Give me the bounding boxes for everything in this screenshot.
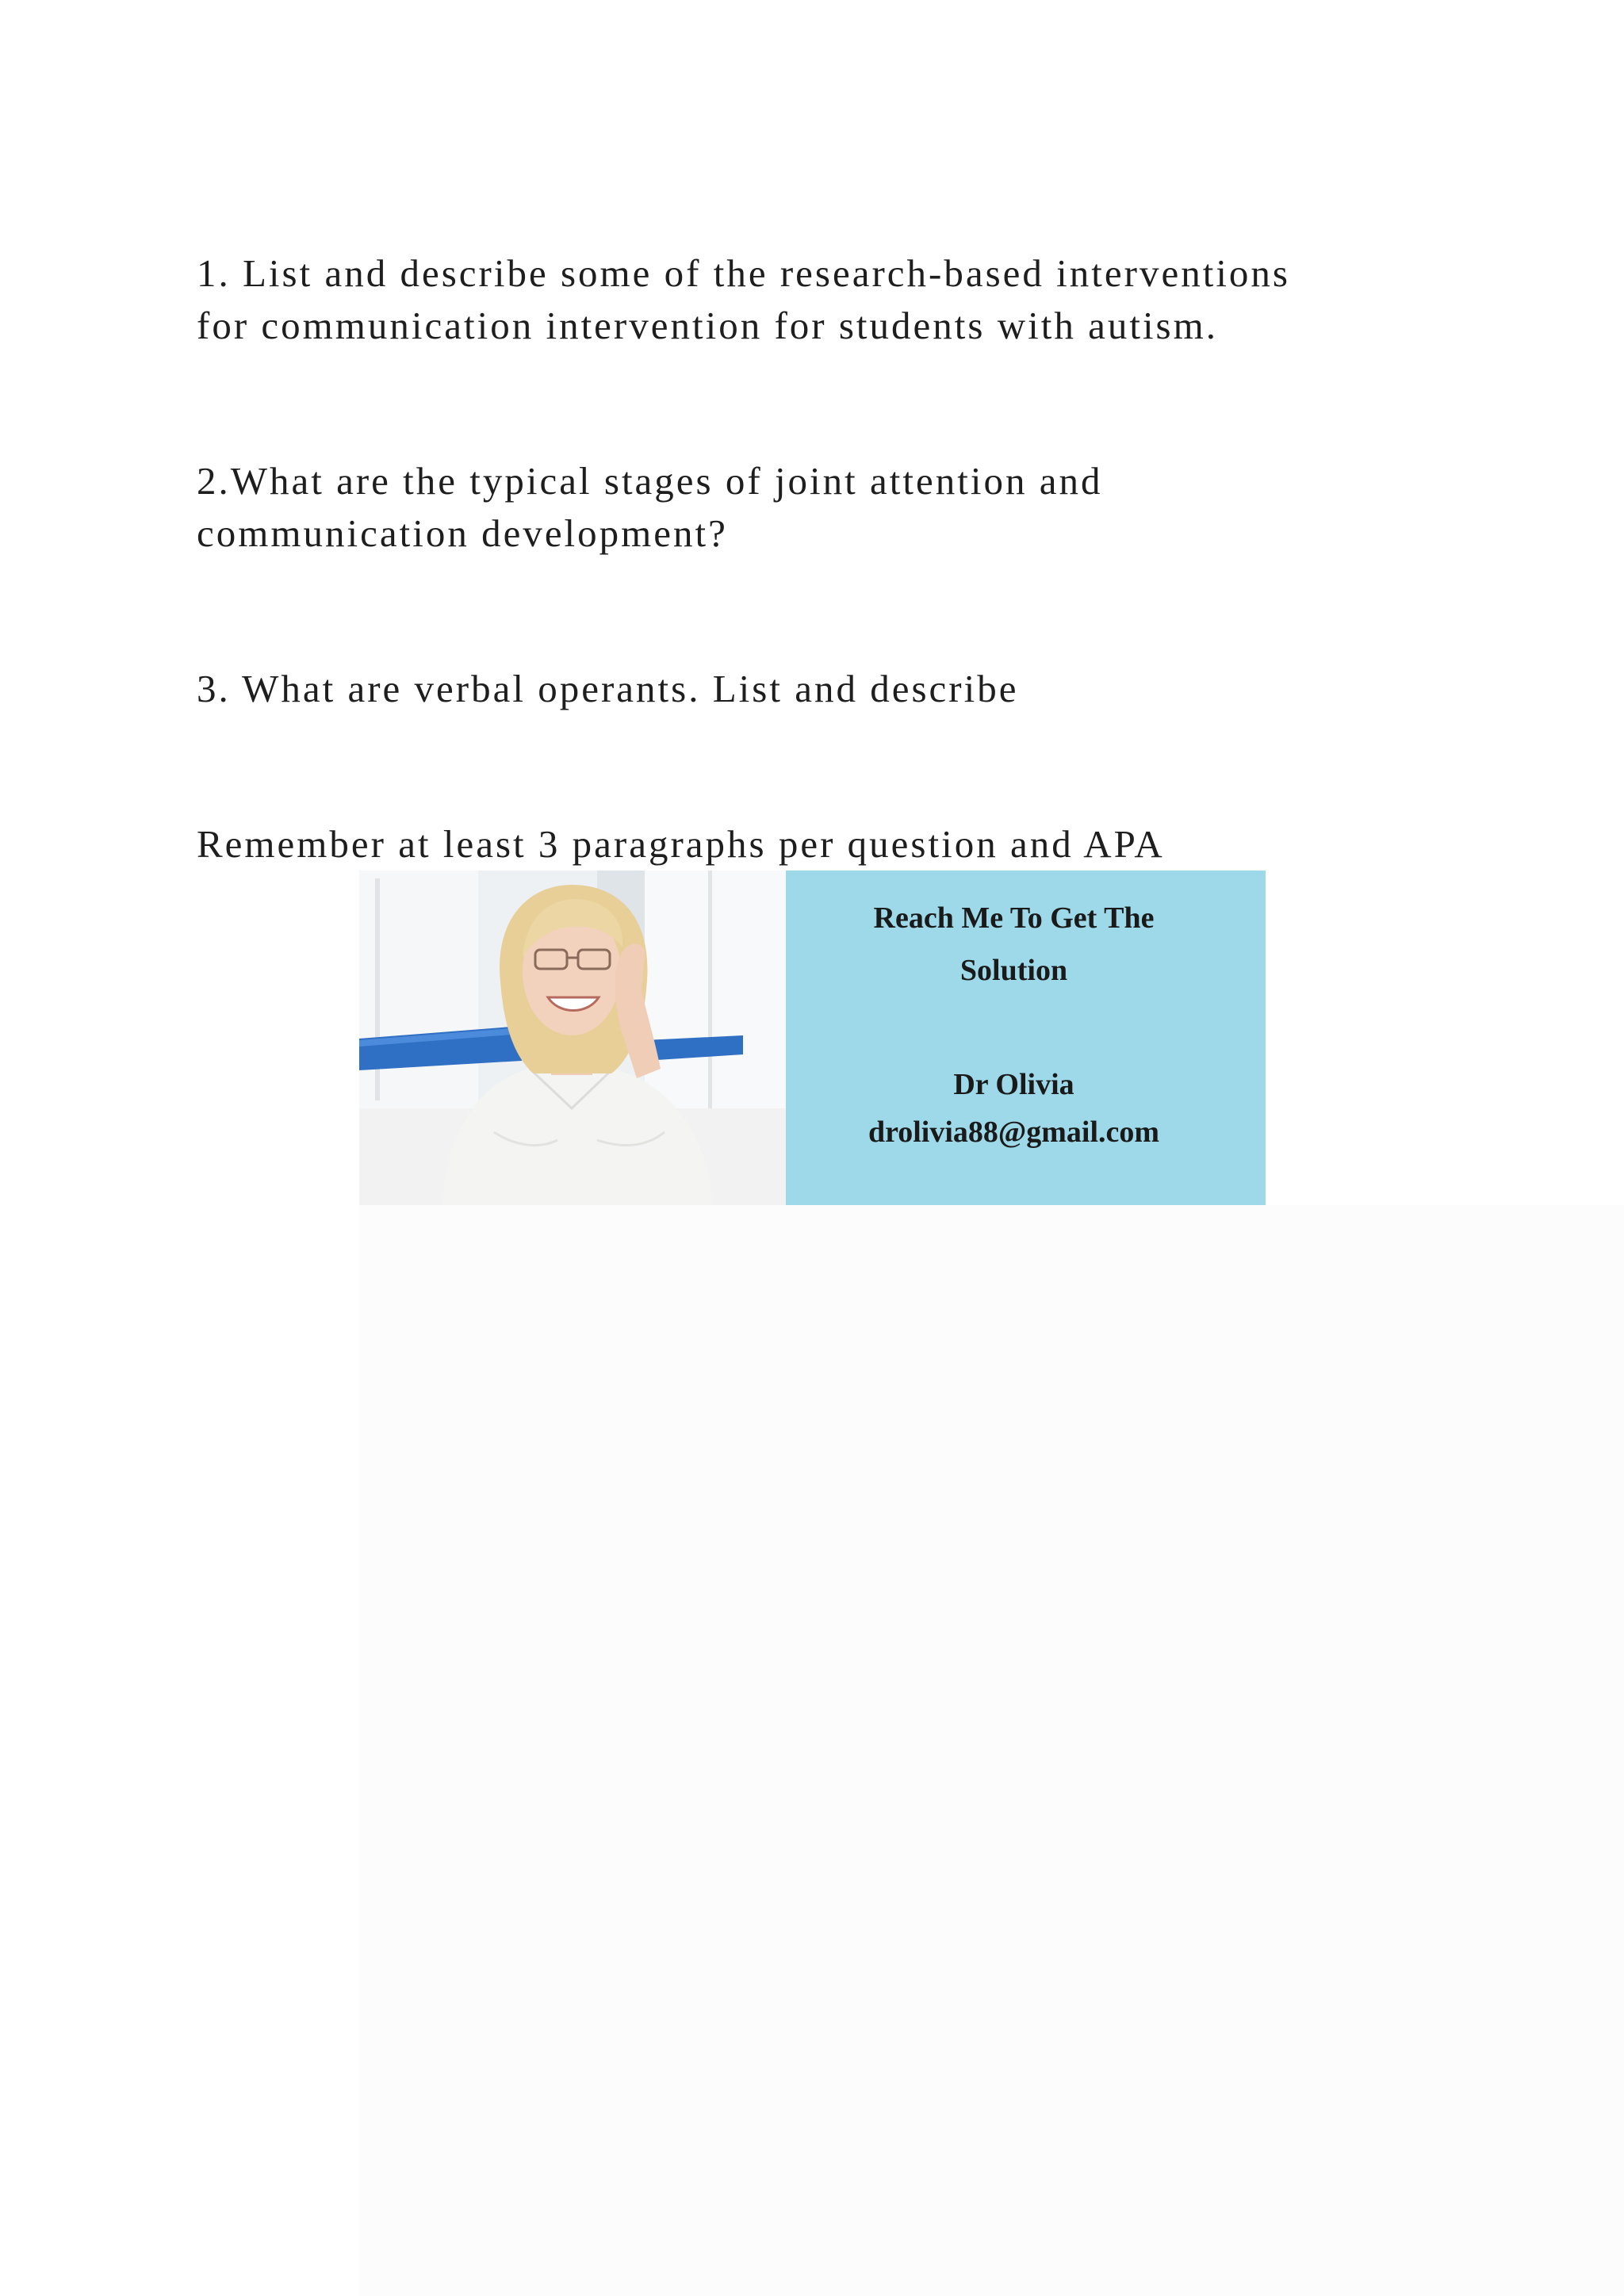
question-1-line-1: 1. List and describe some of the research-based interventions — [197, 251, 1291, 295]
question-3: 3. What are verbal operants. List and describe — [197, 667, 1019, 710]
question-2-line-2: communication development? — [197, 511, 728, 555]
contact-banner — [359, 871, 1266, 1205]
page-background-panel — [359, 1205, 1624, 2296]
contact-email: drolivia88@gmail.com — [868, 1115, 1160, 1149]
question-1-line-2: for communication intervention for students with autism. — [197, 304, 1218, 347]
tutor-photo — [359, 871, 786, 1205]
cta-text-line-2: Solution — [959, 954, 1068, 987]
contact-name: Dr Olivia — [953, 1068, 1074, 1101]
reminder-note: Remember at least 3 paragraphs per question and APA — [197, 822, 1165, 866]
question-2-line-1: 2.What are the typical stages of joint attention and — [197, 459, 1103, 503]
cta-text-line-1: Reach Me To Get The — [873, 901, 1155, 935]
contact-info-panel — [786, 871, 1266, 1205]
